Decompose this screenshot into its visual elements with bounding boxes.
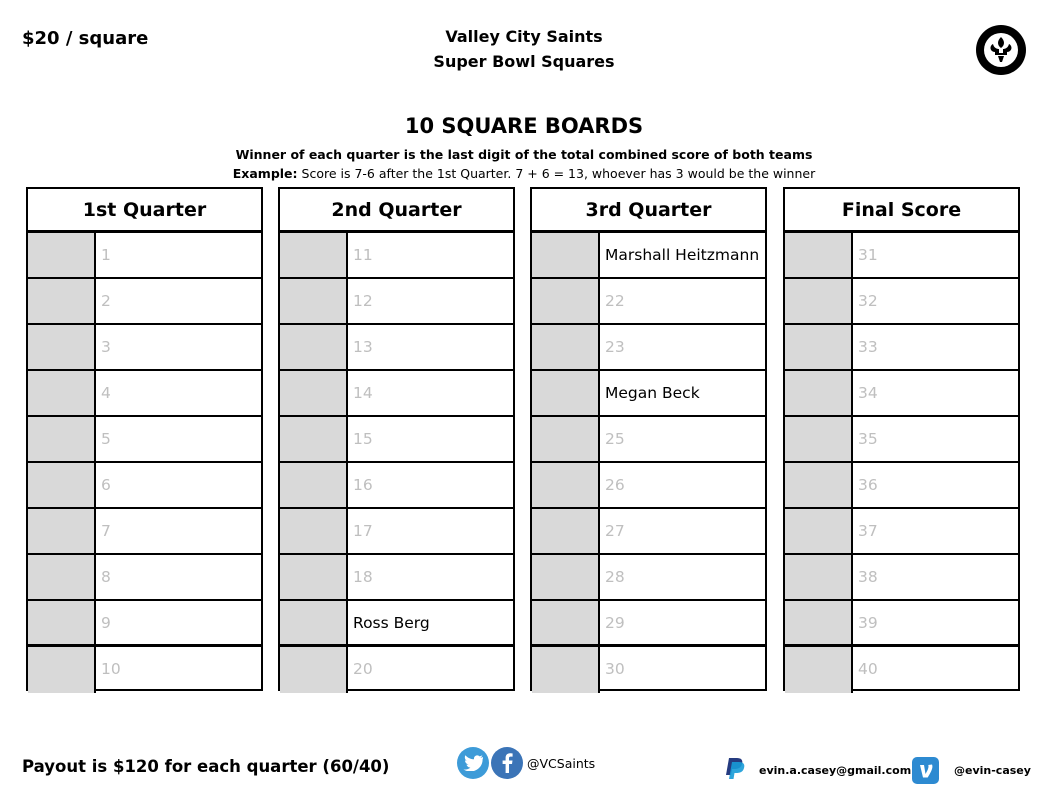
square-number[interactable]: 5 (101, 430, 111, 448)
score-digit-cell (532, 233, 600, 277)
square-number[interactable]: 30 (605, 660, 625, 678)
square-row (532, 463, 765, 509)
square-number[interactable]: 16 (353, 476, 373, 494)
square-row (280, 279, 513, 325)
square-row (785, 417, 1018, 463)
payout-text: Payout is $120 for each quarter (60/40) (22, 757, 390, 776)
quarter-title: 1st Quarter (28, 189, 261, 233)
square-number[interactable]: 13 (353, 338, 373, 356)
square-row (28, 647, 261, 693)
square-number[interactable]: 31 (858, 246, 878, 264)
square-row (28, 509, 261, 555)
score-digit-cell (280, 325, 348, 369)
score-digit-cell (28, 417, 96, 461)
square-row (532, 555, 765, 601)
score-digit-cell (28, 509, 96, 553)
score-digit-cell (785, 647, 853, 693)
score-digit-cell (785, 417, 853, 461)
square-row (28, 279, 261, 325)
score-digit-cell (532, 371, 600, 415)
saints-logo (975, 24, 1027, 76)
square-number[interactable]: 37 (858, 522, 878, 540)
square-row (785, 325, 1018, 371)
score-digit-cell (28, 555, 96, 599)
score-digit-cell (785, 325, 853, 369)
square-row (280, 233, 513, 279)
score-digit-cell (532, 325, 600, 369)
square-row (785, 509, 1018, 555)
square-number[interactable]: 23 (605, 338, 625, 356)
social-handle[interactable]: @VCSaints (527, 755, 596, 771)
square-row (532, 647, 765, 693)
square-number[interactable]: 40 (858, 660, 878, 678)
price-per-square: $20 / square (22, 28, 149, 49)
square-row (785, 555, 1018, 601)
venmo-contact (912, 757, 1031, 784)
quarter-board (278, 187, 515, 691)
square-row (280, 601, 513, 647)
facebook-icon[interactable] (491, 747, 523, 779)
square-row (280, 509, 513, 555)
page-title (0, 24, 1048, 74)
venmo-handle[interactable]: @evin-casey (954, 764, 1031, 777)
example-text (0, 166, 1048, 181)
square-row (532, 279, 765, 325)
score-digit-cell (280, 647, 348, 693)
score-digit-cell (28, 233, 96, 277)
square-number[interactable]: 27 (605, 522, 625, 540)
quarter-board (26, 187, 263, 691)
score-digit-cell (532, 601, 600, 644)
score-digit-cell (532, 555, 600, 599)
square-number[interactable]: 1 (101, 246, 111, 264)
board-title: 10 SQUARE BOARDS (404, 114, 644, 138)
square-number[interactable]: 2 (101, 292, 111, 310)
square-number[interactable]: 34 (858, 384, 878, 402)
square-row (785, 647, 1018, 693)
square-number[interactable]: 14 (353, 384, 373, 402)
square-row (28, 233, 261, 279)
twitter-icon[interactable] (457, 747, 489, 779)
square-row (532, 233, 765, 279)
square-number[interactable]: 38 (858, 568, 878, 586)
square-row (785, 279, 1018, 325)
quarter-title: 2nd Quarter (280, 189, 513, 233)
score-digit-cell (280, 417, 348, 461)
paypal-icon (723, 757, 745, 784)
score-digit-cell (28, 463, 96, 507)
score-digit-cell (28, 601, 96, 644)
score-digit-cell (28, 371, 96, 415)
score-digit-cell (532, 647, 600, 693)
square-number[interactable]: 17 (353, 522, 373, 540)
square-number[interactable]: 32 (858, 292, 878, 310)
quarter-title: 3rd Quarter (532, 189, 765, 233)
score-digit-cell (785, 509, 853, 553)
square-row (280, 647, 513, 693)
square-row (785, 463, 1018, 509)
venmo-icon (912, 757, 939, 784)
square-row (785, 233, 1018, 279)
square-row (280, 371, 513, 417)
score-digit-cell (785, 371, 853, 415)
square-number[interactable]: 18 (353, 568, 373, 586)
paypal-email[interactable]: evin.a.casey@gmail.com (759, 764, 912, 777)
quarter-title: Final Score (785, 189, 1018, 233)
square-number[interactable]: 39 (858, 614, 878, 632)
score-digit-cell (785, 601, 853, 644)
score-digit-cell (280, 233, 348, 277)
event-name: Super Bowl Squares (433, 52, 615, 71)
square-owner-name[interactable]: Megan Beck (605, 384, 700, 402)
square-number[interactable]: 20 (353, 660, 373, 678)
square-number[interactable]: 22 (605, 292, 625, 310)
square-row (28, 555, 261, 601)
square-owner-name[interactable]: Ross Berg (353, 614, 430, 632)
square-number[interactable]: 6 (101, 476, 111, 494)
square-number[interactable]: 11 (353, 246, 373, 264)
square-number[interactable]: 25 (605, 430, 625, 448)
square-row (280, 555, 513, 601)
square-number[interactable]: 26 (605, 476, 625, 494)
square-number[interactable]: 4 (101, 384, 111, 402)
square-row (532, 601, 765, 647)
square-row (280, 463, 513, 509)
square-number[interactable]: 9 (101, 614, 111, 632)
square-number[interactable]: 35 (858, 430, 878, 448)
square-row (280, 417, 513, 463)
example-label: Example: (232, 166, 298, 181)
paypal-contact (723, 757, 911, 784)
square-row (28, 325, 261, 371)
org-name: Valley City Saints (445, 27, 603, 46)
square-row (532, 509, 765, 555)
square-number[interactable]: 15 (353, 430, 373, 448)
square-owner-name[interactable]: Marshall Heitzmann (605, 246, 760, 264)
square-number[interactable]: 3 (101, 338, 111, 356)
score-digit-cell (532, 463, 600, 507)
quarter-board (783, 187, 1020, 691)
example-body: Score is 7-6 after the 1st Quarter. 7 + 6 = 13, whoever has 3 would be the winner (297, 166, 816, 181)
score-digit-cell (280, 509, 348, 553)
social-links (457, 747, 595, 779)
square-row (532, 417, 765, 463)
square-number[interactable]: 33 (858, 338, 878, 356)
square-row (280, 325, 513, 371)
square-row (785, 371, 1018, 417)
square-number[interactable]: 12 (353, 292, 373, 310)
square-row (532, 371, 765, 417)
score-digit-cell (532, 417, 600, 461)
rule-text: Winner of each quarter is the last digit of the total combined score of both teams (235, 147, 813, 162)
square-number[interactable]: 8 (101, 568, 111, 586)
square-row (785, 601, 1018, 647)
score-digit-cell (785, 463, 853, 507)
score-digit-cell (280, 601, 348, 644)
quarter-board (530, 187, 767, 691)
square-number[interactable]: 29 (605, 614, 625, 632)
square-number[interactable]: 36 (858, 476, 878, 494)
square-number[interactable]: 10 (101, 660, 121, 678)
score-digit-cell (532, 509, 600, 553)
score-digit-cell (785, 233, 853, 277)
score-digit-cell (28, 279, 96, 323)
score-digit-cell (280, 463, 348, 507)
square-row (28, 371, 261, 417)
score-digit-cell (785, 279, 853, 323)
square-row (28, 463, 261, 509)
square-row (28, 417, 261, 463)
score-digit-cell (280, 279, 348, 323)
score-digit-cell (280, 555, 348, 599)
square-number[interactable]: 28 (605, 568, 625, 586)
score-digit-cell (532, 279, 600, 323)
score-digit-cell (28, 647, 96, 693)
score-digit-cell (280, 371, 348, 415)
score-digit-cell (28, 325, 96, 369)
square-row (28, 601, 261, 647)
square-number[interactable]: 7 (101, 522, 111, 540)
square-row (532, 325, 765, 371)
score-digit-cell (785, 555, 853, 599)
